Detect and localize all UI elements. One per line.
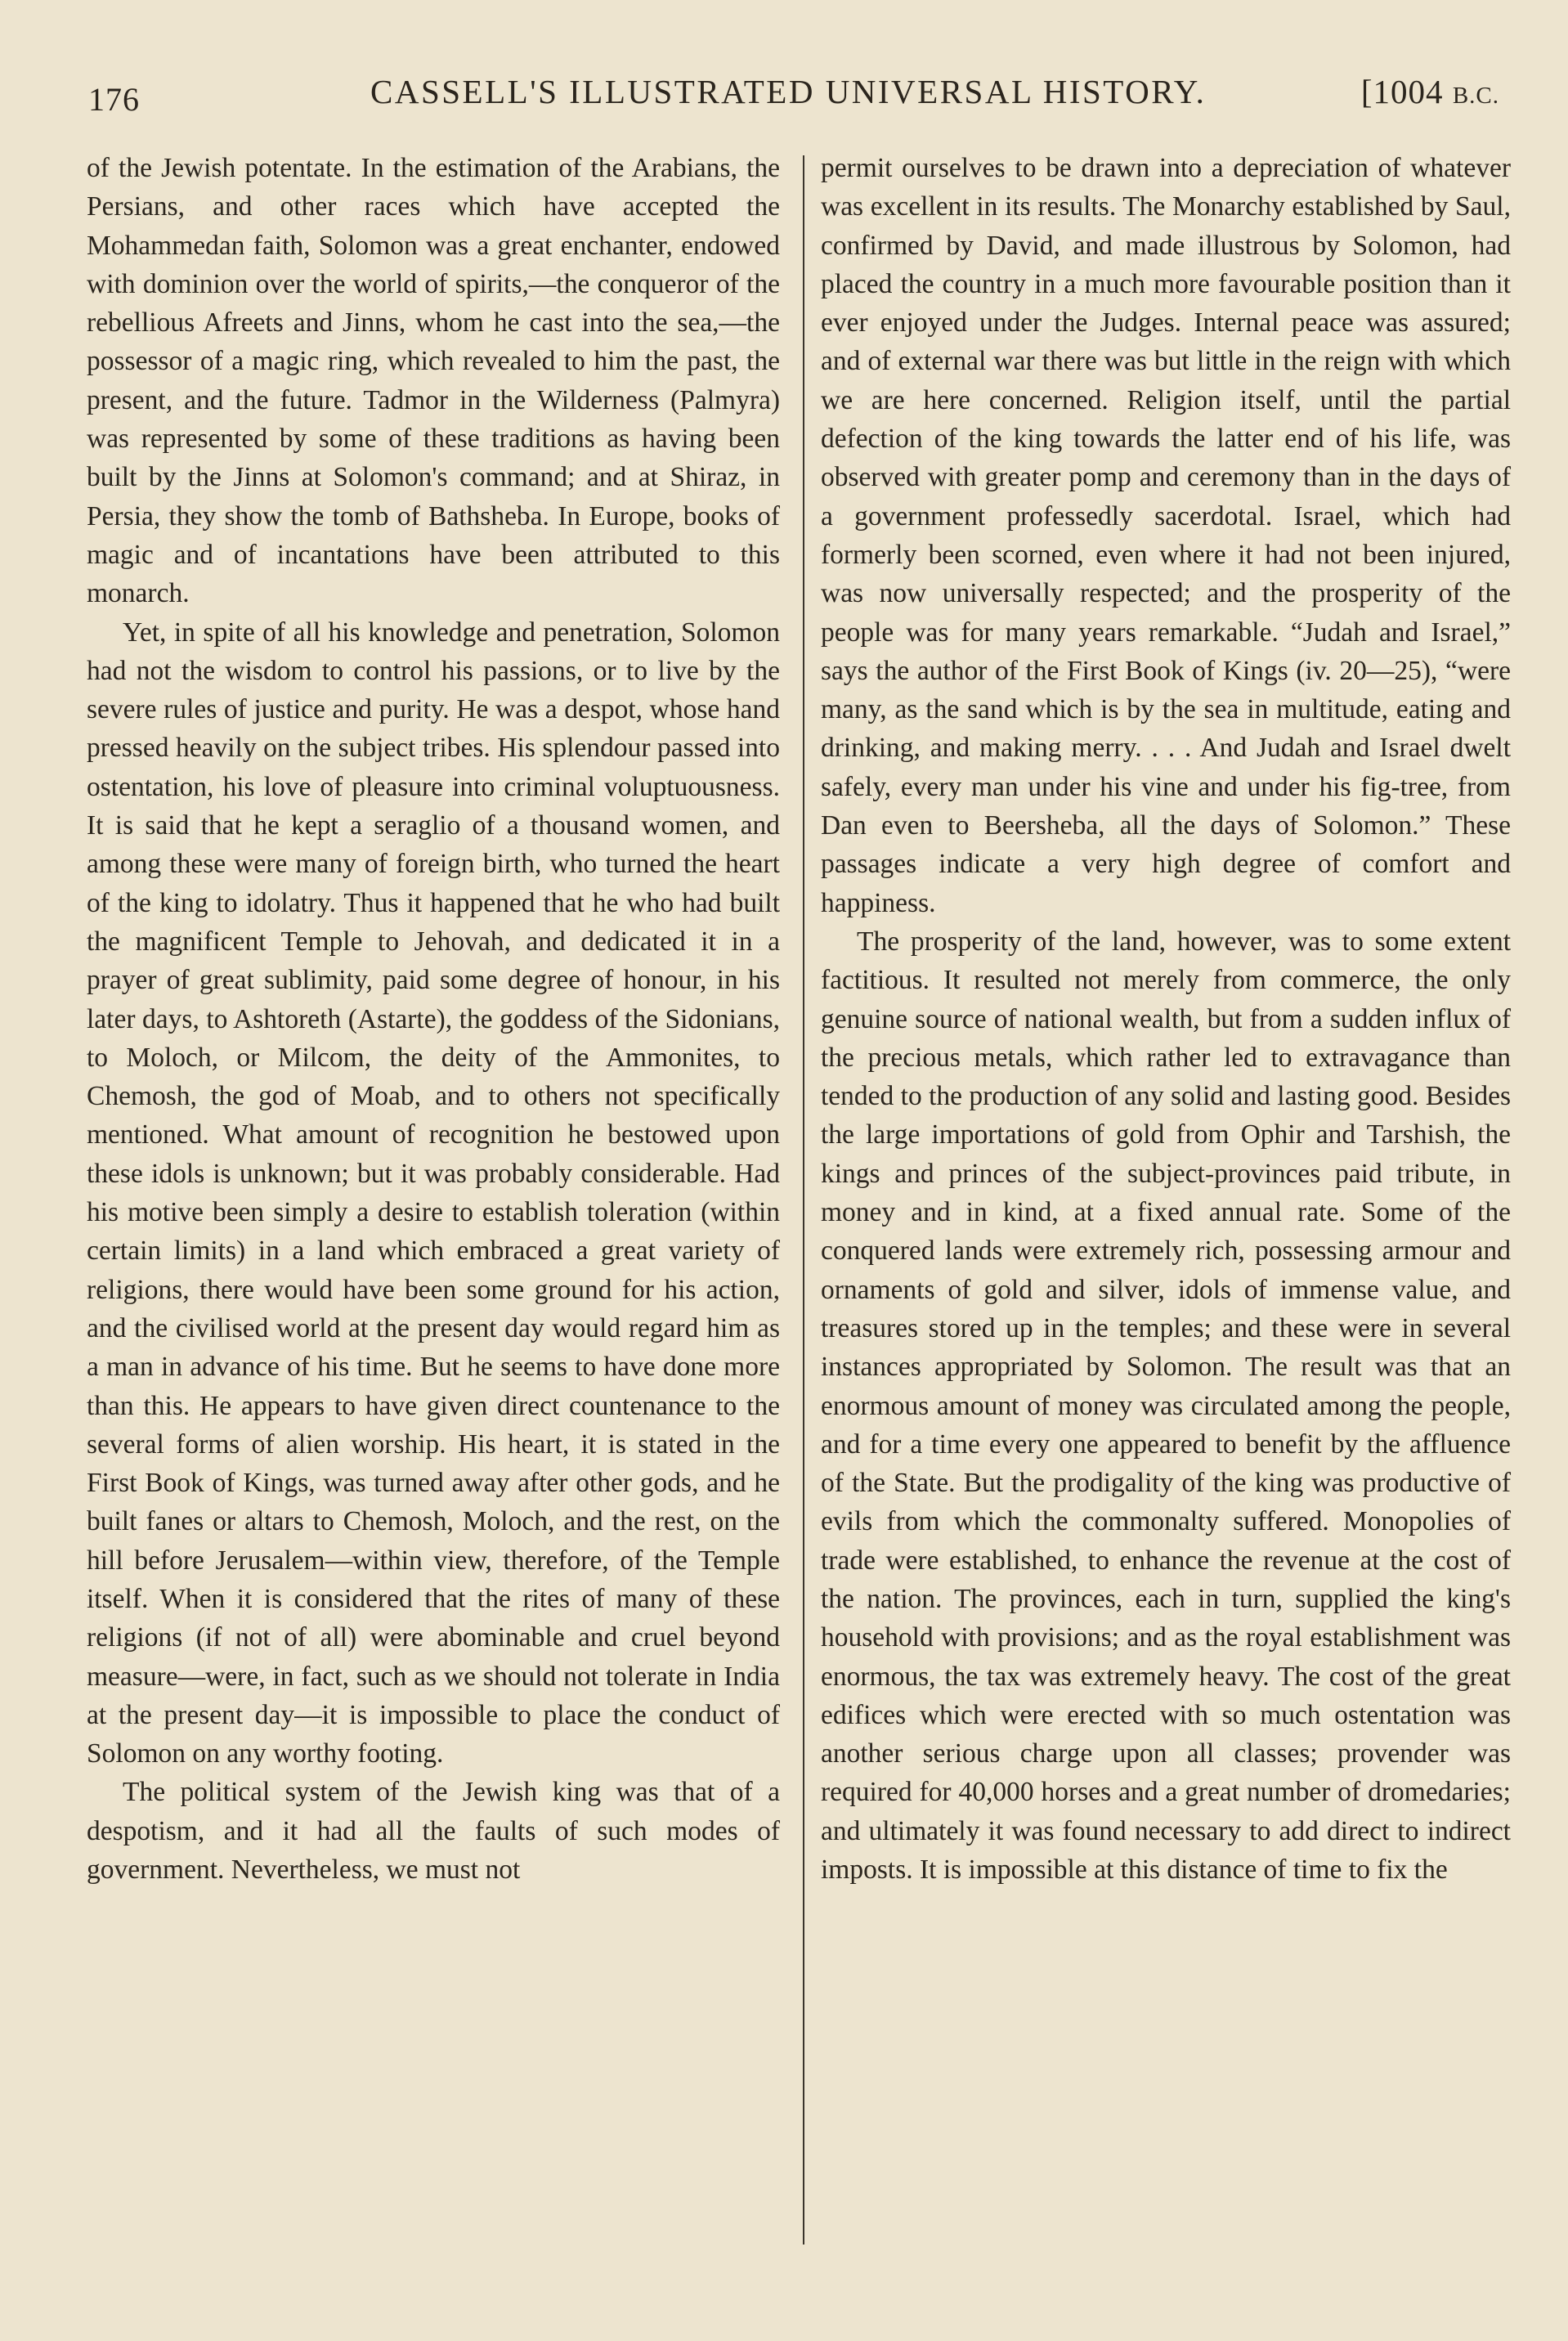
- date-year: [1004: [1360, 73, 1444, 110]
- date-label: [1361, 72, 1499, 111]
- running-title: CASSELL'S ILLUSTRATED UNIVERSAL HISTORY.: [370, 73, 1207, 110]
- right-column: [821, 149, 1511, 1889]
- page-header: [88, 72, 1499, 129]
- left-column: [87, 149, 780, 1889]
- left-paragraph-3: The political system of the Jewish king was that of a despotism, and it had all the faults of such modes of government. Nevertheless, we must not: [87, 1777, 780, 1886]
- column-divider: [803, 155, 804, 2245]
- left-paragraph-2: Yet, in spite of all his knowledge and penetration, Solomon had not the wisdom to control his passions, or to live by the severe rules of justice and purity. He was a despot, whose hand pressed heavily on the subject tribes. His splendour passed into ostentation, his love of pleasure into criminal voluptuousness. It is said that he kept a seraglio of a thousand women, and among these were many of foreign birth, who turned the heart of the king to idolatry. Thus it happened that he who had built the magnificent Temple to Jehovah, and dedicated it in a prayer of great sublimity, paid some degree of honour, in his later days, to Ashtoreth (Astarte), the goddess of the Sidonians, to Moloch, or Milcom, the deity of the Ammonites, to Chemosh, the god of Moab, and to others not specifically mentioned. What amount of recognition he bestowed upon these idols is unknown; but it was probably considerable. Had his motive been simply a desire to establish toleration (within certain limits) in a land which embraced a great variety of religions, there would have been some ground for his action, and the civilised world at the present day would regard him as a man in advance of his time. But he seems to have done more than this. He appears to have given direct countenance to the several forms of alien worship. His heart, it is stated in the First Book of Kings, was turned away after other gods, and he built fanes or altars to Chemosh, Moloch, and the rest, on the hill before Jerusalem—within view, therefore, of the Temple itself. When it is considered that the rites of many of these religions (if not of all) were abominable and cruel beyond measure—were, in fact, such as we should not tolerate in India at the present day—it is impossible to place the conduct of Solomon on any worthy footing.: [87, 617, 780, 1769]
- right-paragraph-1: permit ourselves to be drawn into a depreciation of whatever was excellent in its results. The Monarchy established by Saul, confirmed by David, and made illustrous by Solomon, had placed the country in a much more favourable position than it ever enjoyed under the Judges. Internal peace was assured; and of external war there was but little in the reign with which we are here concerned. Religion itself, until the partial defection of the king towards the latter end of his life, was observed with greater pomp and ceremony than in the days of a government professedly sacerdotal. Israel, which had formerly been scorned, even where it had not been injured, was now universally respected; and the prosperity of the people was for many years remarkable. “Judah and Israel,” says the author of the First Book of Kings (iv. 20—25), “were many, as the sand which is by the sea in multitude, eating and drinking, and making merry. . . . And Judah and Israel dwelt safely, every man under his vine and under his fig-tree, from Dan even to Beersheba, all the days of Solomon.” These passages indicate a very high degree of comfort and happiness.: [821, 153, 1511, 918]
- page-number: 176: [88, 81, 140, 118]
- left-paragraph-1: of the Jewish potentate. In the estimation of the Arabians, the Persians, and other races which have accepted the Mohammedan faith, Solomon was a great enchanter, endowed with dominion over the world of spirits,—the conqueror of the rebellious Afreets and Jinns, whom he cast into the sea,—the possessor of a magic ring, which revealed to him the past, the present, and the future. Tadmor in the Wilderness (Palmyra) was represented by some of these traditions as having been built by the Jinns at Solomon's command; and at Shiraz, in Persia, they show the tomb of Bathsheba. In Europe, books of magic and of incantations have been attributed to this monarch.: [87, 153, 780, 609]
- date-era: B.C.: [1452, 83, 1499, 109]
- right-paragraph-2: The prosperity of the land, however, was to some extent factitious. It resulted not merely from commerce, the only genuine source of national wealth, but from a sudden influx of the precious metals, which rather led to extravagance than tended to the production of any solid and lasting good. Besides the large importations of gold from Ophir and Tarshish, the kings and princes of the subject-provinces paid tribute, in money and in kind, at a fixed annual rate. Some of the conquered lands were extremely rich, possessing armour and ornaments of gold and silver, idols of immense value, and treasures stored up in the temples; and these were in several instances appropriated by Solomon. The result was that an enormous amount of money was circulated among the people, and for a time every one appeared to benefit by the affluence of the State. But the prodigality of the king was productive of evils from which the commonalty suffered. Monopolies of trade were established, to enhance the revenue at the cost of the nation. The provinces, each in turn, supplied the king's household with provisions; and as the royal establishment was enormous, the tax was extremely heavy. The cost of the great edifices which were erected with so much ostentation was another serious charge upon all classes; provender was required for 40,000 horses and a great number of dromedaries; and ultimately it was found necessary to add direct to indirect imposts. It is impossible at this distance of time to fix the: [821, 926, 1511, 1886]
